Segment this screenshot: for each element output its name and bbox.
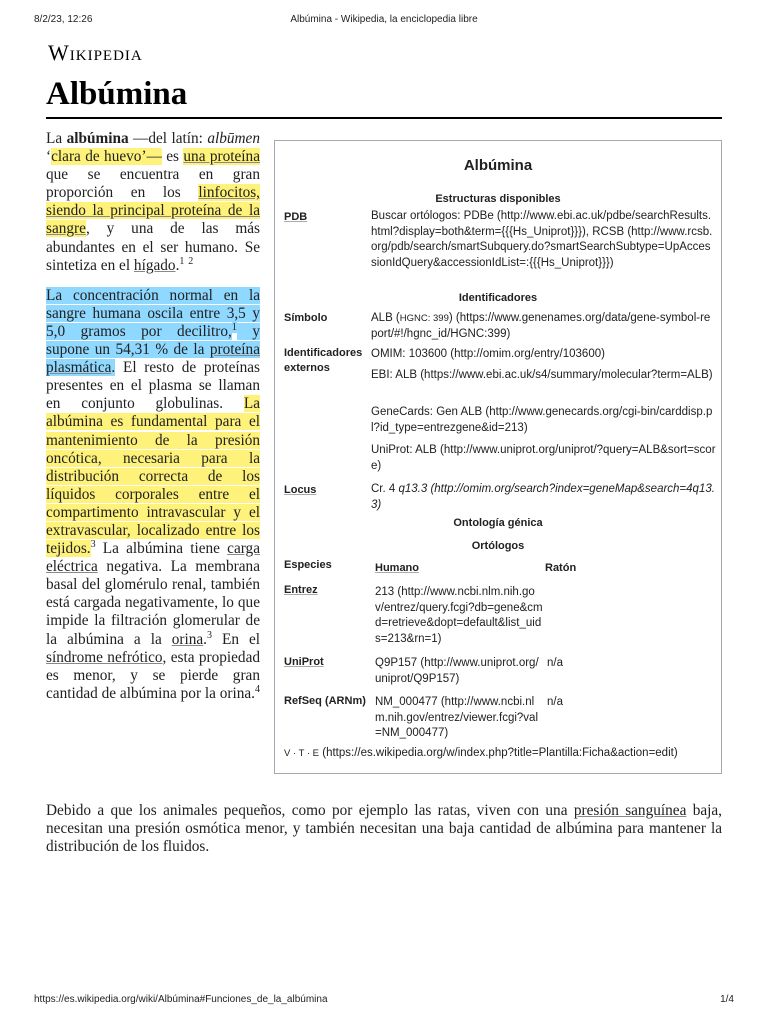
- section-identificadores: Identificadores: [458, 292, 538, 304]
- link-carga-electrica[interactable]: carga eléctrica: [46, 540, 260, 576]
- title-divider: [46, 117, 722, 119]
- fluid-paragraph: Debido a que los animales pequeños, como por ejemplo las ratas, viven con una presión sanguínea baja, necesitan una presión osmótica menor, y también necesitan una baja cantidad de albúmina para mantener la distribución de los fluidos.: [46, 802, 722, 856]
- link-proteina-plasmatica[interactable]: proteína plasmática: [46, 341, 260, 377]
- ref-1b[interactable]: 1: [231, 321, 237, 333]
- label-locus[interactable]: Locus: [284, 484, 317, 496]
- label-pdb[interactable]: PDB: [284, 211, 308, 223]
- link-proteina[interactable]: una proteína: [183, 148, 260, 166]
- value-refseq-humano[interactable]: NM_000477 (http://www.ncbi.nlm.nih.gov/entrez/viewer.fcgi?val=NM_000477): [375, 696, 538, 739]
- term-bold: albúmina: [66, 130, 129, 147]
- column-raton: Ratón: [545, 562, 577, 574]
- link-orina[interactable]: orina: [171, 630, 204, 648]
- print-page-title: Albúmina - Wikipedia, la enciclopedia libre: [290, 14, 478, 25]
- highlight-concentracion: La concentración normal en la sangre humana oscila entre 3,5 y 5,0 gramos por decilitro,: [46, 286, 260, 340]
- link-sindrome-nefrotico[interactable]: síndrome nefrótico: [46, 648, 163, 666]
- value-locus[interactable]: Cr. 4 q13.3 (http://omim.org/search?index=geneMap&search=4q13.3): [371, 483, 715, 511]
- latin-term: albūmen: [207, 130, 260, 147]
- column-humano[interactable]: Humano: [375, 562, 419, 574]
- label-uniprot-ortologo[interactable]: UniProt: [284, 656, 324, 668]
- section-ortologos: Ortólogos: [471, 540, 525, 552]
- label-identificadores-externos: Identificadores externos: [284, 347, 363, 374]
- link-presion-sanguinea[interactable]: presión sanguínea: [573, 802, 687, 819]
- ref-1[interactable]: 1: [179, 255, 185, 267]
- label-entrez[interactable]: Entrez: [284, 584, 318, 596]
- ref-2[interactable]: 2: [188, 255, 194, 267]
- section-estructuras: Estructuras disponibles: [435, 193, 561, 205]
- print-page-number: 1/4: [720, 994, 734, 1005]
- value-refseq-raton: n/a: [547, 696, 563, 708]
- label-especies: Especies: [284, 559, 332, 571]
- value-uniprot[interactable]: UniProt: ALB (http://www.uniprot.org/uniprot/?query=ALB&sort=score): [371, 444, 716, 472]
- infobox: [274, 140, 722, 774]
- value-pdb[interactable]: Buscar ortólogos: PDBe (http://www.ebi.ac.uk/pdbe/searchResults.html?display=both&term={{{Hs_Uniprot}}}), RCSB (http://www.rcsb.org/pdb/search/smartSubquery.do?smartSearchSubtype=UpAccessionIdQuery&accessionIdList=:{{{Hs_Uniprot}}}): [371, 210, 713, 269]
- value-entrez-humano[interactable]: 213 (http://www.ncbi.nlm.nih.gov/entrez/query.fcgi?db=gene&cmd=retrieve&dopt=default&list_uids=213&rn=1): [375, 586, 543, 645]
- label-simbolo: Símbolo: [284, 312, 328, 324]
- ref-4[interactable]: 4: [254, 683, 260, 695]
- vte-links: [284, 747, 678, 759]
- value-simbolo[interactable]: ALB (HGNC: 399) (https://www.genenames.org/data/gene-symbol-report/#!/hgnc_id/HGNC:399): [371, 312, 711, 340]
- page-title: Albúmina: [46, 76, 188, 112]
- print-url: https://es.wikipedia.org/wiki/Albúmina#Funciones_de_la_albúmina: [34, 994, 328, 1005]
- ref-3[interactable]: 3: [90, 538, 96, 550]
- link-higado[interactable]: hígado: [133, 256, 176, 274]
- infobox-title: Albúmina: [463, 157, 533, 174]
- highlight-clara: clara de huevo’—: [51, 148, 162, 166]
- print-datetime: 8/2/23, 12:26: [34, 14, 93, 25]
- concentration-paragraph: La concentración normal en la sangre humana oscila entre 3,5 y 5,0 gramos por decilitro,$^1$ y supone un 54,31 % de la proteína plasmática. El resto de proteínas presentes en el plasma se llaman en conjunto globulinas. La albúmina es fundamental para el mantenimiento de la presión oncótica, necesaria para la distribución correcta de los líquidos corporales entre el compartimento intravascular y el extravascular, localizado entre los tejidos.$^3$ La albúmina tiene carga eléctrica negativa. La membrana basal del glomérulo renal, también está cargada negativamente, lo que impide la filtración glomerular de la albúmina a la orina.$^3$ En el síndrome nefrótico, esta propiedad es menor, y se pierde gran cantidad de albúmina por la orina.$^4$: [46, 286, 261, 702]
- value-genecards[interactable]: GeneCards: Gen ALB (http://www.genecards.org/cgi-bin/carddisp.pl?id_type=entrezgene&id=213): [371, 406, 713, 434]
- link-linfocitos[interactable]: linfocitos, siendo la principal proteína de la sangre: [46, 184, 260, 238]
- wikipedia-wordmark[interactable]: Wikipedia: [48, 40, 143, 65]
- label-refseq[interactable]: RefSeq (ARNm): [284, 695, 366, 707]
- intro-paragraph: La albúmina —del latín: albūmen ‘clara de huevo’— es una proteína que se encuentra en gran proporción en los linfocitos, siendo la principal proteína de la sangre, y una de las más abundantes en el ser humano. Se sintetiza en el hígado.$^1$ $^2$: [46, 130, 260, 274]
- value-ebi[interactable]: EBI: ALB (https://www.ebi.ac.uk/s4/summary/molecular?term=ALB): [371, 369, 713, 381]
- vte-controls[interactable]: V · T · E: [284, 748, 320, 759]
- value-uniprot-raton: n/a: [547, 657, 563, 669]
- vte-url[interactable]: (https://es.wikipedia.org/w/index.php?title=Plantilla:Ficha&action=edit): [322, 747, 678, 759]
- section-ontologia: Ontología génica: [453, 517, 543, 529]
- value-omim[interactable]: OMIM: 103600 (http://omim.org/entry/103600): [371, 348, 605, 360]
- ref-3b[interactable]: 3: [207, 629, 212, 641]
- value-uniprot-humano[interactable]: Q9P157 (http://www.uniprot.org/uniprot/Q9P157): [375, 657, 539, 685]
- intro-column: [46, 130, 260, 715]
- highlight-presion-oncotica: La albúmina es fundamental para el mantenimiento de la presión oncótica, necesaria para la distribución correcta de los líquidos corporales entre el compartimento intravascular y el extravascular, localizado entre los tejidos.: [46, 395, 260, 558]
